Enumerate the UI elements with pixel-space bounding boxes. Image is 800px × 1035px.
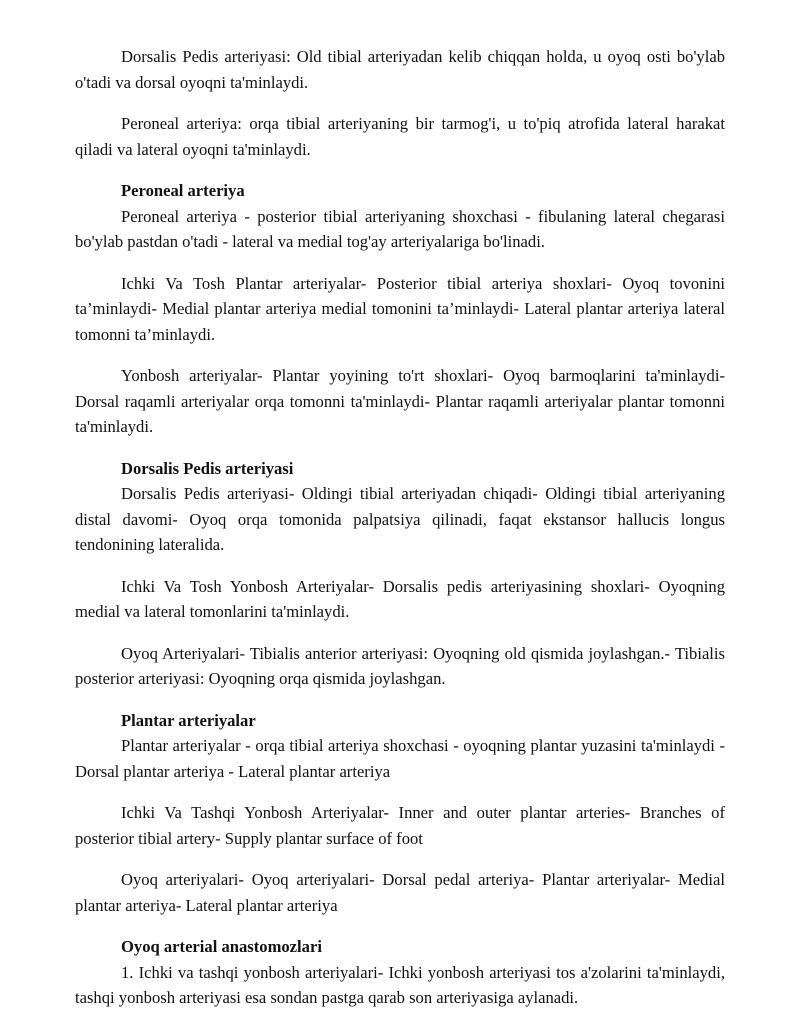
paragraph-dorsalis-pedis-description: Dorsalis Pedis arteriyasi- Oldingi tibial arteriyadan chiqadi- Oldingi tibial arteriyaning distal davomi- Oyoq orqa tomonida palpatsiya qilinadi, faqat ekstansor hallucis longus tendonining lateralida. xyxy=(75,484,725,554)
paragraph-peroneal-description: Peroneal arteriya - posterior tibial arteriyaning shoxchasi - fibulaning lateral chegarasi bo'ylab pastdan o'tadi - lateral va medial tog'ay arteriyalariga bo'linadi. xyxy=(75,206,725,251)
paragraph-yonbosh-arteries: Yonbosh arteriyalar- Plantar yoyining to'rt shoxlari- Oyoq barmoqlarini ta'minlaydi- Dorsal raqamli arteriyalar orqa tomonni ta'minlaydi- Plantar raqamli arteriyalar plantar tomonni ta'minlaydi. xyxy=(75,366,725,436)
heading-anastomoses: Oyoq arterial anastomozlari xyxy=(121,937,322,956)
heading-dorsalis-pedis: Dorsalis Pedis arteriyasi xyxy=(121,458,294,478)
paragraph-plantar-arteries: Ichki Va Tosh Plantar arteriyalar- Posterior tibial arteriya shoxlari- Oyoq tovonini ta’minlaydi- Medial plantar arteriya medial tomonini ta’minlaydi- Lateral plantar arteriya lateral tomonni ta’minlaydi. xyxy=(75,273,725,344)
paragraph-oyoq-arteriyalari-tibialis: Oyoq Arteriyalari- Tibialis anterior arteriyasi: Oyoqning old qismida joylashgan.- Tibialis posterior arteriyasi: Oyoqning orqa qismida joylashgan. xyxy=(75,643,725,688)
paragraph-anastomosis-item-1: 1. Ichki va tashqi yonbosh arteriyalari- Ichki yonbosh arteriyasi tos a'zolarini ta'minlaydi, tashqi yonbosh arteriyasi esa sondan pastga qarab son arteriyasiga aylanadi. xyxy=(75,962,725,1007)
paragraph-inner-outer-plantar: Ichki Va Tashqi Yonbosh Arteriyalar- Inner and outer plantar arteries- Branches of posterior tibial artery- Supply plantar surface of foot xyxy=(75,803,725,848)
paragraph-dorsalis-pedis-intro: Dorsalis Pedis arteriyasi: Old tibial arteriyadan kelib chiqqan holda, u oyoq osti bo'ylab o'tadi va dorsal oyoqni ta'minlaydi. xyxy=(75,47,725,92)
paragraph-dorsalis-branches: Ichki Va Tosh Yonbosh Arteriyalar- Dorsalis pedis arteriyasining shoxlari- Oyoqning medial va lateral tomonlarini ta'minlaydi. xyxy=(75,576,725,621)
heading-peroneal-arteriya: Peroneal arteriya xyxy=(121,181,245,200)
paragraph-oyoq-arteriyalari-list: Oyoq arteriyalari- Oyoq arteriyalari- Dorsal pedal arteriya- Plantar arteriyalar- Medial plantar arteriya- Lateral plantar arteriya xyxy=(75,870,725,915)
heading-plantar-arteriyalar: Plantar arteriyalar xyxy=(121,710,256,730)
paragraph-plantar-description: Plantar arteriyalar - orqa tibial arteriya shoxchasi - oyoqning plantar yuzasini ta'minlaydi - Dorsal plantar arteriya - Lateral plantar arteriya xyxy=(75,736,725,781)
document-page xyxy=(75,44,725,1011)
paragraph-peroneal-intro: Peroneal arteriya: orqa tibial arteriyaning bir tarmog'i, u to'piq atrofida lateral harakat qiladi va lateral oyoqni ta'minlaydi. xyxy=(75,114,725,159)
